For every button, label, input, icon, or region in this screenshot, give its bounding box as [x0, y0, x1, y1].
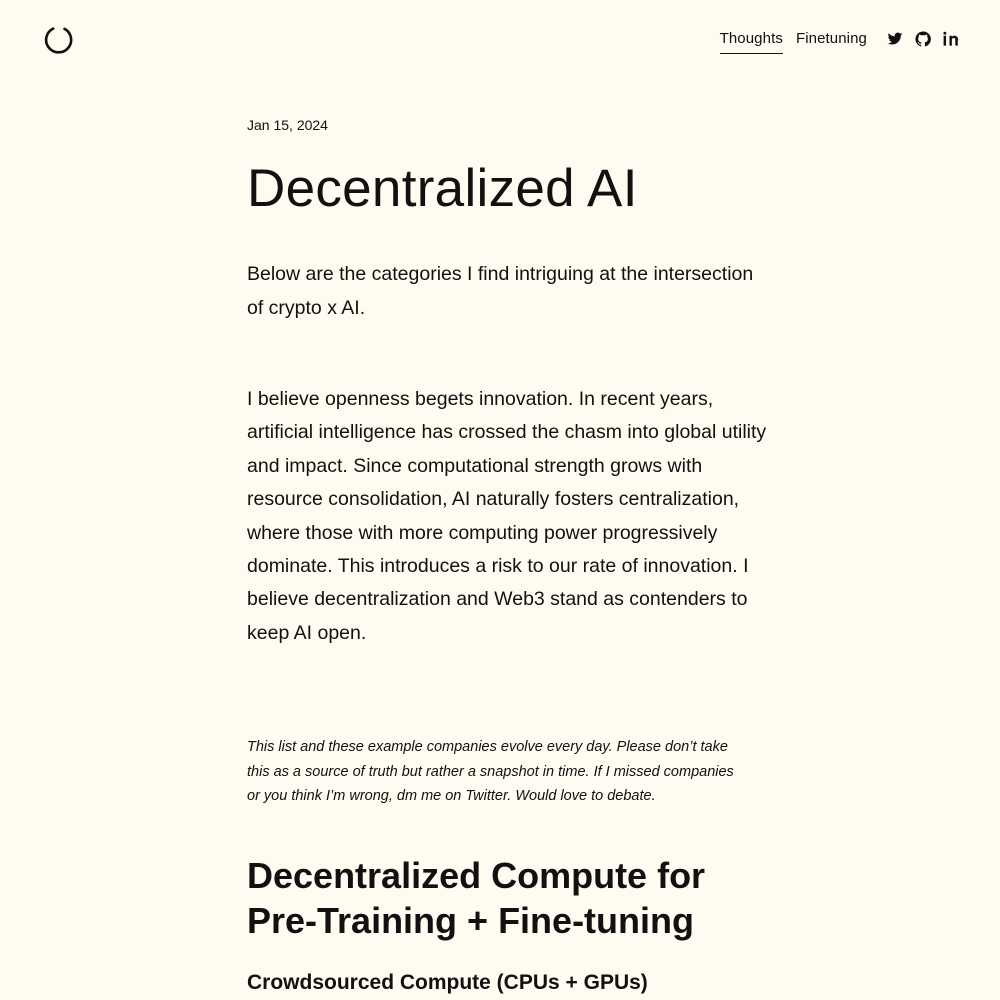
circle-logo-icon[interactable]	[44, 25, 74, 55]
disclaimer-note: This list and these example companies evolve every day. Please don’t take this as a source of truth but rather a snapshot in time. If I missed companies or you think I’m wrong, dm me on Twitter. Would love to debate.	[247, 739, 734, 804]
nav-link-finetuning[interactable]: Finetuning	[795, 30, 867, 47]
linkedin-icon[interactable]	[943, 31, 959, 47]
post-title: Decentralized AI	[247, 159, 638, 218]
main-nav	[720, 29, 1000, 53]
github-icon[interactable]	[915, 31, 931, 47]
subsection-heading: Crowdsourced Compute (CPUs + GPUs)	[247, 971, 648, 994]
social-links	[887, 29, 959, 49]
nav-link-thoughts[interactable]: Thoughts	[720, 29, 783, 54]
intro-paragraph: Below are the categories I find intriguing at the intersection of crypto x AI.	[247, 263, 754, 319]
twitter-icon[interactable]	[887, 31, 903, 47]
section-heading: Decentralized Compute for Pre-Training + Fine-tuning	[247, 855, 706, 941]
post-date: Jan 15, 2024	[247, 117, 328, 133]
body-paragraph: I believe openness begets innovation. In recent years, artificial intelligence has crossed the chasm into global utility and impact. Since computational strength grows with resource consolidation, AI naturally fosters centralization, where those with more computing power progressively dominate. This introduces a risk to our rate of innovation. I believe decentralization and Web3 stand as contenders to keep AI open.	[247, 388, 767, 644]
